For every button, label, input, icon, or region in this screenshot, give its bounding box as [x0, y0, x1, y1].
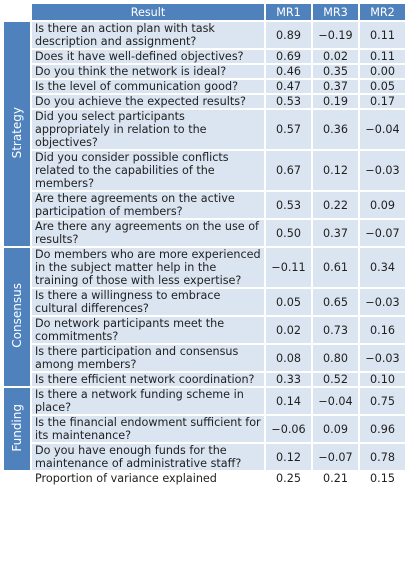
- table-row: [4, 388, 405, 414]
- mr2-value-cell: 0.34: [360, 248, 405, 287]
- question-cell: Is there an action plan with task description and assignment?: [32, 22, 264, 48]
- mr1-value-cell: −0.11: [266, 248, 311, 287]
- variance-mr2-cell: 0.15: [360, 472, 405, 485]
- mr2-value-cell: 0.09: [360, 192, 405, 218]
- question-cell: Do you have enough funds for the maintenance of administrative staff?: [32, 444, 264, 470]
- group-label-text: Strategy: [9, 106, 24, 159]
- table-row: [4, 151, 405, 190]
- mr3-value-cell: 0.19: [313, 95, 358, 108]
- mr1-value-cell: 0.05: [266, 289, 311, 315]
- mr3-value-cell: 0.37: [313, 80, 358, 93]
- mr1-value-cell: 0.89: [266, 22, 311, 48]
- table-row: [4, 192, 405, 218]
- header-corner: [4, 4, 30, 20]
- mr1-value-cell: 0.08: [266, 345, 311, 371]
- mr3-value-cell: 0.09: [313, 416, 358, 442]
- mr2-value-cell: 0.11: [360, 22, 405, 48]
- header-row: [4, 4, 405, 20]
- table-row: [4, 65, 405, 78]
- header-mr1: MR1: [266, 4, 311, 20]
- mr1-value-cell: 0.12: [266, 444, 311, 470]
- table-row: [4, 248, 405, 287]
- header-result: Result: [32, 4, 264, 20]
- question-cell: Is there a network funding scheme in place?: [32, 388, 264, 414]
- mr1-value-cell: 0.67: [266, 151, 311, 190]
- mr2-value-cell: −0.07: [360, 220, 405, 246]
- mr1-value-cell: −0.06: [266, 416, 311, 442]
- mr1-value-cell: 0.14: [266, 388, 311, 414]
- mr2-value-cell: 0.10: [360, 373, 405, 386]
- group-label-consensus: [4, 248, 30, 386]
- mr3-value-cell: −0.07: [313, 444, 358, 470]
- mr2-value-cell: 0.05: [360, 80, 405, 93]
- mr2-value-cell: 0.78: [360, 444, 405, 470]
- mr2-value-cell: −0.03: [360, 289, 405, 315]
- mr1-value-cell: 0.46: [266, 65, 311, 78]
- mr1-value-cell: 0.47: [266, 80, 311, 93]
- variance-label: Proportion of variance explained: [32, 472, 264, 485]
- mr2-value-cell: −0.03: [360, 151, 405, 190]
- table-row: [4, 317, 405, 343]
- variance-mr3-cell: 0.21: [313, 472, 358, 485]
- mr2-value-cell: 0.00: [360, 65, 405, 78]
- mr1-value-cell: 0.02: [266, 317, 311, 343]
- header-mr3: MR3: [313, 4, 358, 20]
- group-label-strategy: [4, 22, 30, 246]
- mr3-value-cell: 0.02: [313, 50, 358, 63]
- question-cell: Did you consider possible conflicts related to the capabilities of the members?: [32, 151, 264, 190]
- question-cell: Is there participation and consensus among members?: [32, 345, 264, 371]
- question-cell: Do you think the network is ideal?: [32, 65, 264, 78]
- mr2-value-cell: 0.16: [360, 317, 405, 343]
- question-cell: Did you select participants appropriately in relation to the objectives?: [32, 110, 264, 149]
- mr3-value-cell: 0.22: [313, 192, 358, 218]
- question-cell: Are there agreements on the active participation of members?: [32, 192, 264, 218]
- question-cell: Is the level of communication good?: [32, 80, 264, 93]
- table-row: [4, 95, 405, 108]
- variance-row: [4, 472, 405, 485]
- question-cell: Do members who are more experienced in the subject matter help in the training of those with less expertise?: [32, 248, 264, 287]
- question-cell: Are there any agreements on the use of results?: [32, 220, 264, 246]
- header-mr2: MR2: [360, 4, 405, 20]
- mr3-value-cell: −0.19: [313, 22, 358, 48]
- mr2-value-cell: −0.04: [360, 110, 405, 149]
- mr1-value-cell: 0.50: [266, 220, 311, 246]
- table-row: [4, 373, 405, 386]
- question-cell: Is the financial endowment sufficient for its maintenance?: [32, 416, 264, 442]
- mr3-value-cell: 0.52: [313, 373, 358, 386]
- question-cell: Does it have well-defined objectives?: [32, 50, 264, 63]
- mr3-value-cell: 0.35: [313, 65, 358, 78]
- table-row: [4, 22, 405, 48]
- mr3-value-cell: 0.61: [313, 248, 358, 287]
- table-body: [4, 22, 405, 485]
- question-cell: Do network participants meet the commitments?: [32, 317, 264, 343]
- group-label-text: Funding: [9, 403, 24, 452]
- mr3-value-cell: 0.80: [313, 345, 358, 371]
- mr2-value-cell: 0.11: [360, 50, 405, 63]
- question-cell: Do you achieve the expected results?: [32, 95, 264, 108]
- mr2-value-cell: 0.96: [360, 416, 405, 442]
- table-row: [4, 50, 405, 63]
- table-row: [4, 416, 405, 442]
- mr1-value-cell: 0.57: [266, 110, 311, 149]
- group-label-funding: [4, 388, 30, 470]
- table-row: [4, 220, 405, 246]
- table-row: [4, 289, 405, 315]
- table-row: [4, 110, 405, 149]
- mr1-value-cell: 0.53: [266, 95, 311, 108]
- mr3-value-cell: −0.04: [313, 388, 358, 414]
- mr1-value-cell: 0.33: [266, 373, 311, 386]
- footer-corner: [4, 472, 30, 485]
- factor-loadings-table: [2, 2, 405, 487]
- mr3-value-cell: 0.37: [313, 220, 358, 246]
- question-cell: Is there a willingness to embrace cultural differences?: [32, 289, 264, 315]
- group-label-text: Consensus: [9, 283, 24, 348]
- table-row: [4, 444, 405, 470]
- mr3-value-cell: 0.73: [313, 317, 358, 343]
- mr2-value-cell: −0.03: [360, 345, 405, 371]
- question-cell: Is there efficient network coordination?: [32, 373, 264, 386]
- variance-mr1-cell: 0.25: [266, 472, 311, 485]
- table-row: [4, 80, 405, 93]
- table-row: [4, 345, 405, 371]
- mr2-value-cell: 0.75: [360, 388, 405, 414]
- mr3-value-cell: 0.65: [313, 289, 358, 315]
- mr2-value-cell: 0.17: [360, 95, 405, 108]
- mr3-value-cell: 0.36: [313, 110, 358, 149]
- mr1-value-cell: 0.69: [266, 50, 311, 63]
- mr1-value-cell: 0.53: [266, 192, 311, 218]
- mr3-value-cell: 0.12: [313, 151, 358, 190]
